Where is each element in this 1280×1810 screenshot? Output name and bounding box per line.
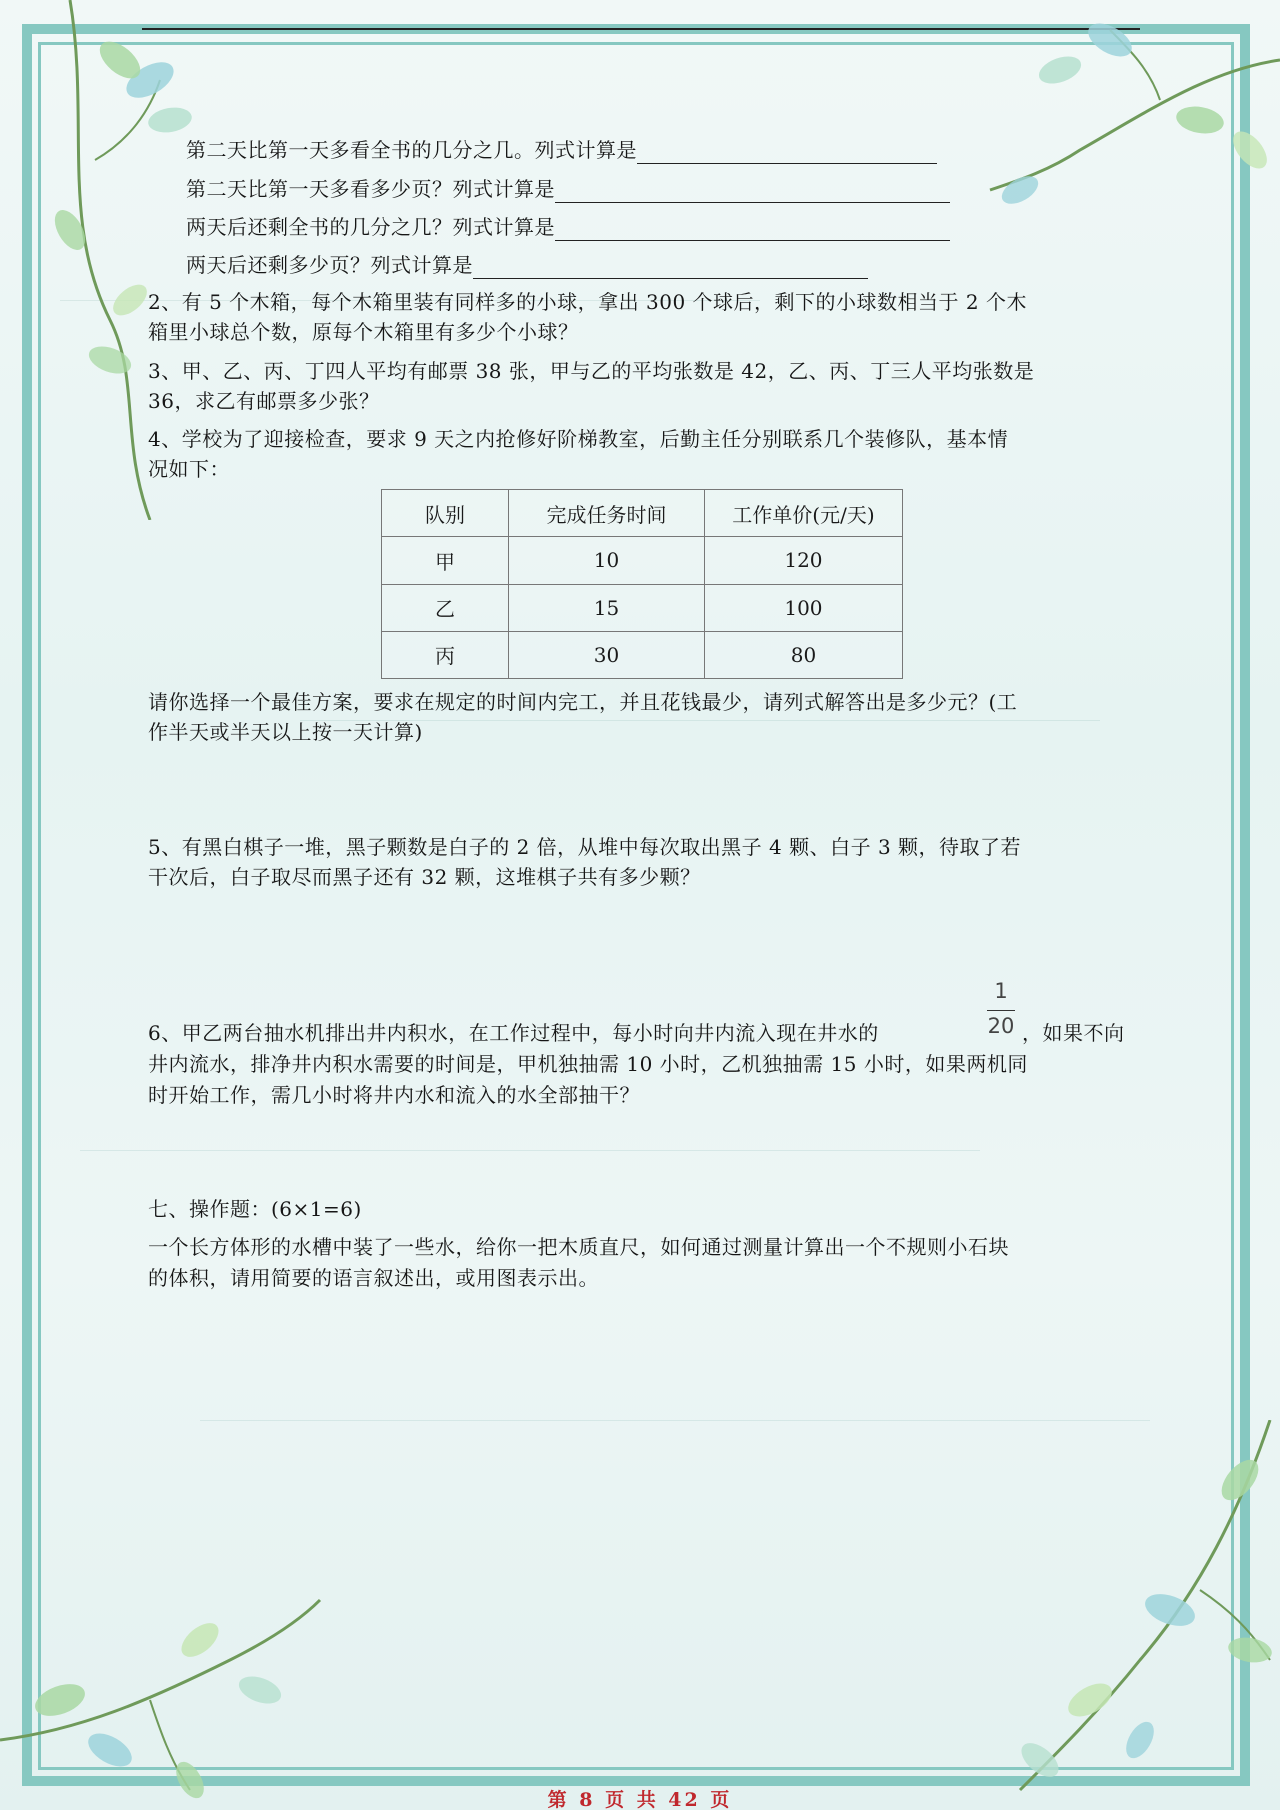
q4-line-1: 4、学校为了迎接检查，要求 9 天之内抢修好阶梯教室，后勤主任分别联系几个装修队，基本情 <box>148 427 1009 451</box>
q2-line-2: 箱里小球总个数，原每个木箱里有多少个小球？ <box>148 320 579 344</box>
q6-line-1-tail: ，如果不向 <box>1022 1021 1125 1045</box>
fraction-denominator: 20 <box>987 1014 1015 1038</box>
page-number: 第 8 页 共 42 页 <box>547 1789 733 1810</box>
table-header-cell: 工作单价(元/天) <box>704 490 902 537</box>
fraction-bar <box>987 1010 1015 1011</box>
table-cell: 80 <box>704 631 902 678</box>
q1-sub-1 <box>186 136 937 164</box>
q4-after-line-1: 请你选择一个最佳方案，要求在规定的时间内完工，并且花钱最少，请列式解答出是多少元？(工 <box>148 690 1018 714</box>
q6-line-1: 6、甲乙两台抽水机排出井内积水，在工作过程中，每小时向井内流入现在井水的 <box>148 1021 879 1045</box>
table-header-row <box>382 490 903 537</box>
fraction-numerator: 1 <box>994 979 1008 1003</box>
section-7-line-2: 的体积，请用简要的语言叙述出，或用图表示出。 <box>148 1266 599 1290</box>
q1-sub-2 <box>186 175 950 203</box>
q6-line-3: 时开始工作，需几小时将井内水和流入的水全部抽干？ <box>148 1083 640 1107</box>
q4-after-line-2: 作半天或半天以上按一天计算) <box>148 720 423 744</box>
table-cell: 10 <box>509 537 705 584</box>
section-7-title: 七、操作题：(6×1=6) <box>148 1197 362 1221</box>
q5-line-1: 5、有黑白棋子一堆，黑子颗数是白子的 2 倍，从堆中每次取出黑子 4 颗、白子 3 颗，待取了若 <box>148 835 1022 859</box>
table-row <box>382 631 903 678</box>
answer-blank[interactable] <box>555 220 950 241</box>
q1-sub-3-text: 两天后还剩全书的几分之几？列式计算是 <box>186 215 555 239</box>
q1-sub-3 <box>186 213 950 241</box>
table-cell: 120 <box>704 537 902 584</box>
q4-line-2: 况如下： <box>148 457 230 481</box>
teams-table <box>381 489 903 679</box>
answer-blank[interactable] <box>555 182 950 203</box>
q6-line-2: 井内流水，排净井内积水需要的时间是，甲机独抽需 10 小时，乙机独抽需 15 小时，如果两机同 <box>148 1052 1028 1076</box>
answer-blank[interactable] <box>473 258 868 279</box>
table-cell: 乙 <box>382 584 509 631</box>
table-row <box>382 584 903 631</box>
q3-line-1: 3、甲、乙、丙、丁四人平均有邮票 38 张，甲与乙的平均张数是 42，乙、丙、丁三人平均张数是 <box>148 359 1035 383</box>
table-cell: 丙 <box>382 631 509 678</box>
q1-sub-1-text: 第二天比第一天多看全书的几分之几。列式计算是 <box>186 138 637 162</box>
table-row <box>382 537 903 584</box>
q5-line-2: 干次后，白子取尽而黑子还有 32 颗，这堆棋子共有多少颗？ <box>148 865 701 889</box>
table-header-cell: 完成任务时间 <box>509 490 705 537</box>
q3-line-2: 36，求乙有邮票多少张？ <box>148 389 380 413</box>
table-header-cell: 队别 <box>382 490 509 537</box>
q1-sub-4-text: 两天后还剩多少页？列式计算是 <box>186 253 473 277</box>
fraction-one-twentieth <box>984 978 1018 1044</box>
table-cell: 15 <box>509 584 705 631</box>
q1-sub-4 <box>186 251 868 279</box>
table-cell: 30 <box>509 631 705 678</box>
table-cell: 100 <box>704 584 902 631</box>
q1-sub-2-text: 第二天比第一天多看多少页？列式计算是 <box>186 177 555 201</box>
table-cell: 甲 <box>382 537 509 584</box>
answer-blank[interactable] <box>637 143 937 164</box>
q2-line-1: 2、有 5 个木箱，每个木箱里装有同样多的小球，拿出 300 个球后，剩下的小球数相当于 2 个木 <box>148 290 1027 314</box>
section-7-line-1: 一个长方体形的水槽中装了一些水，给你一把木质直尺，如何通过测量计算出一个不规则小石块 <box>148 1235 1009 1259</box>
